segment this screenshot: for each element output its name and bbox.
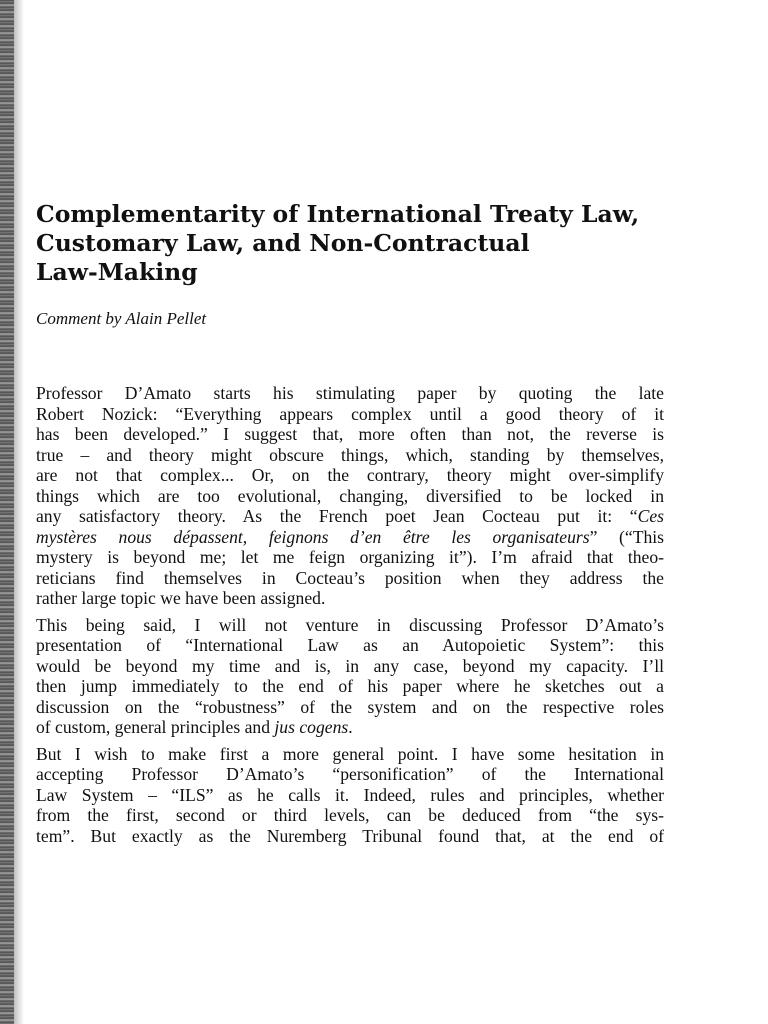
text-line: This being said, I will not venture in discussing Professor D’Amato’s: [36, 614, 664, 635]
paragraph: [36, 383, 664, 609]
text-line: presentation of “International Law as an Autopoietic System”: this: [36, 635, 664, 655]
text-line: then jump immediately to the end of his paper where he sketches out a: [36, 676, 664, 696]
paragraph: [36, 744, 664, 847]
text-line: are not that complex... Or, on the contrary, theory might over-simplify: [36, 465, 664, 485]
text-line: reticians find themselves in Cocteau’s position when they address the: [36, 567, 664, 588]
text-line: accepting Professor D’Amato’s “personification” of the International: [36, 764, 664, 784]
text-line: discussion on the “robustness” of the system and on the respective roles: [36, 696, 664, 717]
title-line: Law-Making: [36, 258, 198, 286]
text-line: true – and theory might obscure things, which, standing by themselves,: [36, 444, 664, 465]
text-line: any satisfactory theory. As the French poet Jean Cocteau put it: “Ces: [36, 506, 664, 526]
text-line: rather large topic we have been assigned.: [36, 588, 326, 608]
text-line: Law System – “ILS” as he calls it. Indeed, rules and principles, whether: [36, 784, 664, 805]
text-line: Professor D’Amato starts his stimulating paper by quoting the late: [36, 383, 664, 403]
chapter-title: [36, 200, 696, 287]
italic-phrase: jus cogens: [274, 717, 349, 737]
text-line: But I wish to make first a more general point. I have some hesitation in: [36, 743, 664, 764]
text-line: has been developed.” I suggest that, more often than not, the reverse is: [36, 424, 664, 444]
text-line: Robert Nozick: “Everything appears complex until a good theory of it: [36, 403, 664, 424]
italic-phrase: mystères nous dépassent, feignons d’en être les organisateurs: [36, 526, 590, 547]
title-line: Customary Law, and Non-Contractual: [36, 229, 530, 257]
text-line: would be beyond my time and is, in any case, beyond my capacity. I’ll: [36, 655, 664, 676]
author-byline: Comment by Alain Pellet: [36, 309, 207, 328]
text-line: things which are too evolutional, changing, diversified to be locked in: [36, 485, 664, 506]
text-line: mystery is beyond me; let me feign organizing it”). I’m afraid that theo-: [36, 547, 664, 567]
body-text: [36, 383, 664, 852]
paragraph: [36, 615, 664, 738]
text-line: tem”. But exactly as the Nuremberg Tribunal found that, at the end of: [36, 825, 664, 846]
title-line: Complementarity of International Treaty Law,: [36, 200, 640, 228]
scan-binding-edge: [0, 0, 14, 1024]
italic-phrase: Ces: [637, 506, 664, 526]
text-line: of custom, general principles and jus cogens.: [36, 717, 353, 737]
text-line: mystères nous dépassent, feignons d’en être les organisateurs” (“This: [36, 526, 664, 547]
text-line: from the first, second or third levels, can be deduced from “the sys-: [36, 805, 664, 825]
